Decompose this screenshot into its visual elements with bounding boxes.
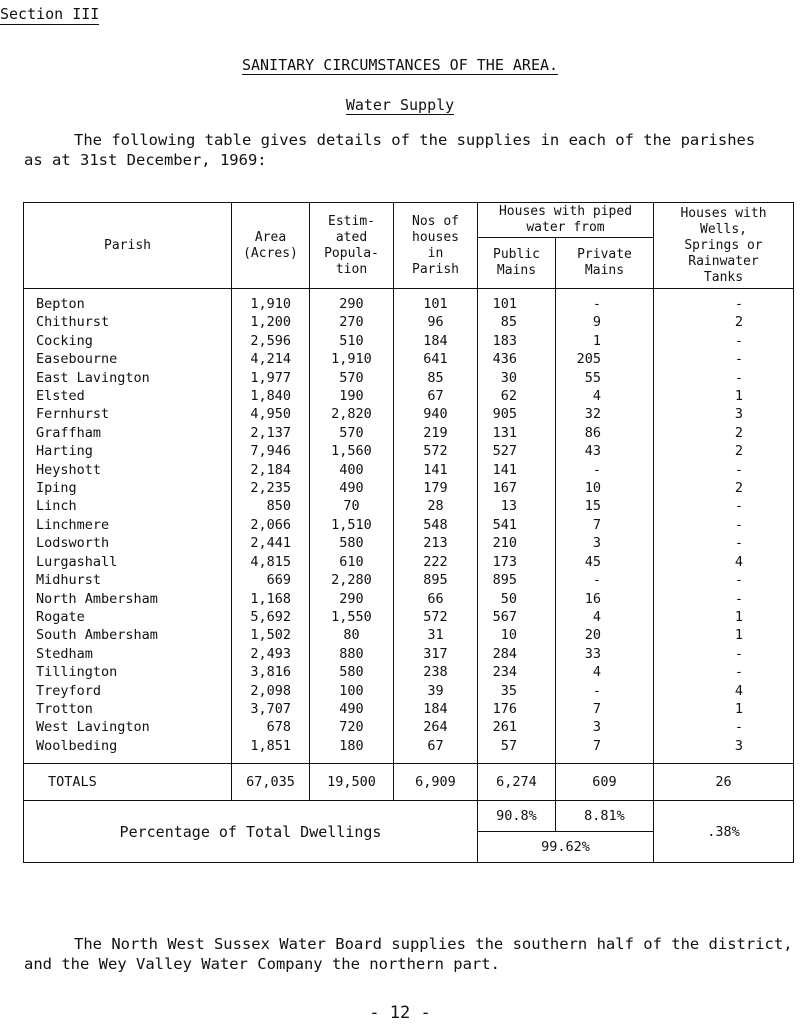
row-parish: Cocking	[24, 332, 232, 350]
row-parish: South Ambersham	[24, 626, 232, 644]
row-wells: 1	[654, 608, 794, 626]
row-public-mains: 234	[478, 663, 556, 681]
header-parish: Parish	[24, 203, 232, 289]
totals-population: 19,500	[310, 764, 394, 801]
row-parish: Harting	[24, 442, 232, 460]
table-row	[24, 516, 794, 534]
table-row	[24, 534, 794, 552]
row-houses: 213	[394, 534, 478, 552]
row-parish: Stedham	[24, 645, 232, 663]
row-area: 1,168	[232, 590, 310, 608]
table-row	[24, 289, 794, 314]
row-houses: 940	[394, 405, 478, 423]
row-private-mains: 4	[556, 608, 654, 626]
row-public-mains: 131	[478, 424, 556, 442]
percentage-label: Percentage of Total Dwellings	[24, 801, 478, 863]
row-population: 490	[310, 479, 394, 497]
row-area: 1,200	[232, 313, 310, 331]
row-houses: 317	[394, 645, 478, 663]
row-population: 70	[310, 497, 394, 515]
header-piped-water: Houses with piped water from	[478, 203, 654, 238]
row-area: 4,815	[232, 553, 310, 571]
footer-paragraph	[24, 934, 794, 974]
row-area: 4,214	[232, 350, 310, 368]
row-wells: -	[654, 369, 794, 387]
row-private-mains: -	[556, 461, 654, 479]
row-area: 7,946	[232, 442, 310, 460]
percentage-combined: 99.62%	[478, 832, 654, 863]
row-houses: 238	[394, 663, 478, 681]
row-houses: 895	[394, 571, 478, 589]
table-summary	[24, 764, 794, 863]
row-population: 100	[310, 682, 394, 700]
row-private-mains: 16	[556, 590, 654, 608]
table-row	[24, 387, 794, 405]
row-population: 290	[310, 590, 394, 608]
row-public-mains: 261	[478, 718, 556, 736]
row-parish: Rogate	[24, 608, 232, 626]
row-public-mains: 541	[478, 516, 556, 534]
row-parish: Bepton	[24, 289, 232, 314]
header-houses: Nos of houses in Parish	[394, 203, 478, 289]
row-public-mains: 35	[478, 682, 556, 700]
row-population: 1,550	[310, 608, 394, 626]
row-area: 1,851	[232, 737, 310, 764]
row-wells: 2	[654, 479, 794, 497]
row-area: 1,910	[232, 289, 310, 314]
row-area: 5,692	[232, 608, 310, 626]
row-private-mains: 15	[556, 497, 654, 515]
row-wells: -	[654, 590, 794, 608]
row-parish: Easebourne	[24, 350, 232, 368]
row-parish: Midhurst	[24, 571, 232, 589]
row-area: 4,950	[232, 405, 310, 423]
row-wells: -	[654, 718, 794, 736]
row-parish: Elsted	[24, 387, 232, 405]
row-public-mains: 85	[478, 313, 556, 331]
row-area: 2,098	[232, 682, 310, 700]
row-parish: Heyshott	[24, 461, 232, 479]
table-row	[24, 718, 794, 736]
row-public-mains: 895	[478, 571, 556, 589]
row-houses: 222	[394, 553, 478, 571]
row-public-mains: 141	[478, 461, 556, 479]
totals-houses: 6,909	[394, 764, 478, 801]
row-private-mains: 4	[556, 663, 654, 681]
page-title	[0, 56, 800, 74]
row-private-mains: 3	[556, 534, 654, 552]
row-private-mains: -	[556, 682, 654, 700]
header-public-mains: Public Mains	[478, 238, 556, 289]
row-houses: 641	[394, 350, 478, 368]
totals-area: 67,035	[232, 764, 310, 801]
row-parish: Graffham	[24, 424, 232, 442]
table-row	[24, 590, 794, 608]
row-population: 580	[310, 663, 394, 681]
row-parish: Woolbeding	[24, 737, 232, 764]
row-population: 1,910	[310, 350, 394, 368]
header-wells: Houses with Wells, Springs or Rainwater Tanks	[654, 203, 794, 289]
table-row	[24, 571, 794, 589]
row-houses: 184	[394, 700, 478, 718]
subtitle	[0, 96, 800, 114]
row-public-mains: 57	[478, 737, 556, 764]
totals-private: 609	[556, 764, 654, 801]
row-public-mains: 436	[478, 350, 556, 368]
totals-label: TOTALS	[24, 764, 232, 801]
row-population: 180	[310, 737, 394, 764]
row-wells: 1	[654, 387, 794, 405]
row-area: 2,184	[232, 461, 310, 479]
row-private-mains: 7	[556, 700, 654, 718]
row-houses: 67	[394, 737, 478, 764]
row-wells: -	[654, 534, 794, 552]
table-row	[24, 350, 794, 368]
row-population: 2,820	[310, 405, 394, 423]
row-houses: 96	[394, 313, 478, 331]
row-houses: 66	[394, 590, 478, 608]
row-wells: 2	[654, 442, 794, 460]
row-population: 290	[310, 289, 394, 314]
row-wells: 3	[654, 737, 794, 764]
row-population: 720	[310, 718, 394, 736]
row-wells: -	[654, 332, 794, 350]
row-area: 3,816	[232, 663, 310, 681]
row-area: 1,977	[232, 369, 310, 387]
row-wells: -	[654, 663, 794, 681]
row-houses: 85	[394, 369, 478, 387]
row-parish: West Lavington	[24, 718, 232, 736]
row-private-mains: 7	[556, 737, 654, 764]
row-wells: -	[654, 645, 794, 663]
row-private-mains: -	[556, 571, 654, 589]
row-private-mains: 9	[556, 313, 654, 331]
table-row	[24, 313, 794, 331]
row-parish: East Lavington	[24, 369, 232, 387]
row-parish: North Ambersham	[24, 590, 232, 608]
percentage-wells: .38%	[654, 801, 794, 863]
row-population: 1,510	[310, 516, 394, 534]
row-public-mains: 13	[478, 497, 556, 515]
row-parish: Tillington	[24, 663, 232, 681]
table-row	[24, 461, 794, 479]
row-houses: 219	[394, 424, 478, 442]
row-houses: 67	[394, 387, 478, 405]
row-wells: -	[654, 571, 794, 589]
intro-line-2: as at 31st December, 1969:	[24, 151, 267, 169]
row-parish: Lurgashall	[24, 553, 232, 571]
row-parish: Fernhurst	[24, 405, 232, 423]
table-row	[24, 369, 794, 387]
row-population: 610	[310, 553, 394, 571]
row-parish: Linchmere	[24, 516, 232, 534]
row-area: 1,840	[232, 387, 310, 405]
row-parish: Linch	[24, 497, 232, 515]
table-row	[24, 497, 794, 515]
totals-row	[24, 764, 794, 801]
row-private-mains: 7	[556, 516, 654, 534]
row-private-mains: -	[556, 289, 654, 314]
row-houses: 572	[394, 608, 478, 626]
row-public-mains: 284	[478, 645, 556, 663]
row-private-mains: 3	[556, 718, 654, 736]
row-houses: 31	[394, 626, 478, 644]
row-private-mains: 4	[556, 387, 654, 405]
row-area: 678	[232, 718, 310, 736]
row-houses: 101	[394, 289, 478, 314]
table-header	[24, 203, 794, 289]
table-row	[24, 424, 794, 442]
row-public-mains: 527	[478, 442, 556, 460]
row-area: 2,066	[232, 516, 310, 534]
row-population: 400	[310, 461, 394, 479]
row-houses: 548	[394, 516, 478, 534]
row-population: 490	[310, 700, 394, 718]
table-row	[24, 405, 794, 423]
row-parish: Trotton	[24, 700, 232, 718]
row-private-mains: 43	[556, 442, 654, 460]
row-public-mains: 173	[478, 553, 556, 571]
row-houses: 572	[394, 442, 478, 460]
title-text: SANITARY CIRCUMSTANCES OF THE AREA.	[241, 56, 559, 74]
row-private-mains: 45	[556, 553, 654, 571]
row-houses: 179	[394, 479, 478, 497]
row-public-mains: 30	[478, 369, 556, 387]
row-wells: -	[654, 350, 794, 368]
row-private-mains: 1	[556, 332, 654, 350]
row-public-mains: 101	[478, 289, 556, 314]
row-area: 2,235	[232, 479, 310, 497]
row-private-mains: 20	[556, 626, 654, 644]
row-area: 1,502	[232, 626, 310, 644]
row-population: 2,280	[310, 571, 394, 589]
row-wells: 2	[654, 313, 794, 331]
row-wells: 1	[654, 626, 794, 644]
row-private-mains: 10	[556, 479, 654, 497]
row-public-mains: 176	[478, 700, 556, 718]
water-supply-table	[23, 202, 794, 863]
row-wells: -	[654, 516, 794, 534]
header-private-mains: Private Mains	[556, 238, 654, 289]
row-population: 570	[310, 424, 394, 442]
row-public-mains: 905	[478, 405, 556, 423]
row-wells: 2	[654, 424, 794, 442]
row-population: 880	[310, 645, 394, 663]
row-wells: 4	[654, 682, 794, 700]
totals-wells: 26	[654, 764, 794, 801]
header-area: Area (Acres)	[232, 203, 310, 289]
table-row	[24, 700, 794, 718]
row-area: 850	[232, 497, 310, 515]
table-row	[24, 608, 794, 626]
row-wells: 4	[654, 553, 794, 571]
row-private-mains: 205	[556, 350, 654, 368]
row-public-mains: 50	[478, 590, 556, 608]
row-public-mains: 183	[478, 332, 556, 350]
header-population: Estim- ated Popula- tion	[310, 203, 394, 289]
footer-line-1: The North West Sussex Water Board supplies the southern half of the district,	[74, 935, 793, 953]
row-public-mains: 62	[478, 387, 556, 405]
row-wells: 1	[654, 700, 794, 718]
row-public-mains: 167	[478, 479, 556, 497]
section-label: Section III	[0, 5, 100, 23]
table-row	[24, 332, 794, 350]
page-number: - 12 -	[369, 1003, 431, 1023]
row-area: 3,707	[232, 700, 310, 718]
percentage-public: 90.8%	[478, 801, 556, 832]
table-row	[24, 663, 794, 681]
row-private-mains: 86	[556, 424, 654, 442]
row-parish: Treyford	[24, 682, 232, 700]
row-private-mains: 32	[556, 405, 654, 423]
footer-line-2: and the Wey Valley Water Company the northern part.	[24, 955, 500, 973]
table-row	[24, 442, 794, 460]
row-population: 80	[310, 626, 394, 644]
row-public-mains: 10	[478, 626, 556, 644]
row-houses: 28	[394, 497, 478, 515]
row-population: 270	[310, 313, 394, 331]
row-wells: -	[654, 289, 794, 314]
table-row	[24, 553, 794, 571]
row-wells: 3	[654, 405, 794, 423]
table-body	[24, 289, 794, 764]
row-area: 2,441	[232, 534, 310, 552]
subtitle-text: Water Supply	[345, 96, 455, 114]
row-houses: 184	[394, 332, 478, 350]
row-houses: 264	[394, 718, 478, 736]
row-wells: -	[654, 461, 794, 479]
table-row	[24, 479, 794, 497]
row-public-mains: 567	[478, 608, 556, 626]
row-population: 510	[310, 332, 394, 350]
intro-paragraph	[24, 130, 784, 170]
table-row	[24, 626, 794, 644]
row-area: 669	[232, 571, 310, 589]
row-area: 2,137	[232, 424, 310, 442]
row-private-mains: 55	[556, 369, 654, 387]
percentage-row-1	[24, 801, 794, 832]
row-population: 190	[310, 387, 394, 405]
table-row	[24, 737, 794, 764]
row-houses: 141	[394, 461, 478, 479]
row-houses: 39	[394, 682, 478, 700]
row-parish: Lodsworth	[24, 534, 232, 552]
row-population: 580	[310, 534, 394, 552]
row-private-mains: 33	[556, 645, 654, 663]
row-population: 1,560	[310, 442, 394, 460]
row-parish: Iping	[24, 479, 232, 497]
row-population: 570	[310, 369, 394, 387]
row-area: 2,596	[232, 332, 310, 350]
totals-public: 6,274	[478, 764, 556, 801]
intro-line-1: The following table gives details of the supplies in each of the parishes	[74, 131, 756, 149]
row-parish: Chithurst	[24, 313, 232, 331]
table-row	[24, 645, 794, 663]
row-area: 2,493	[232, 645, 310, 663]
table-row	[24, 682, 794, 700]
percentage-private: 8.81%	[556, 801, 654, 832]
row-wells: -	[654, 497, 794, 515]
row-public-mains: 210	[478, 534, 556, 552]
